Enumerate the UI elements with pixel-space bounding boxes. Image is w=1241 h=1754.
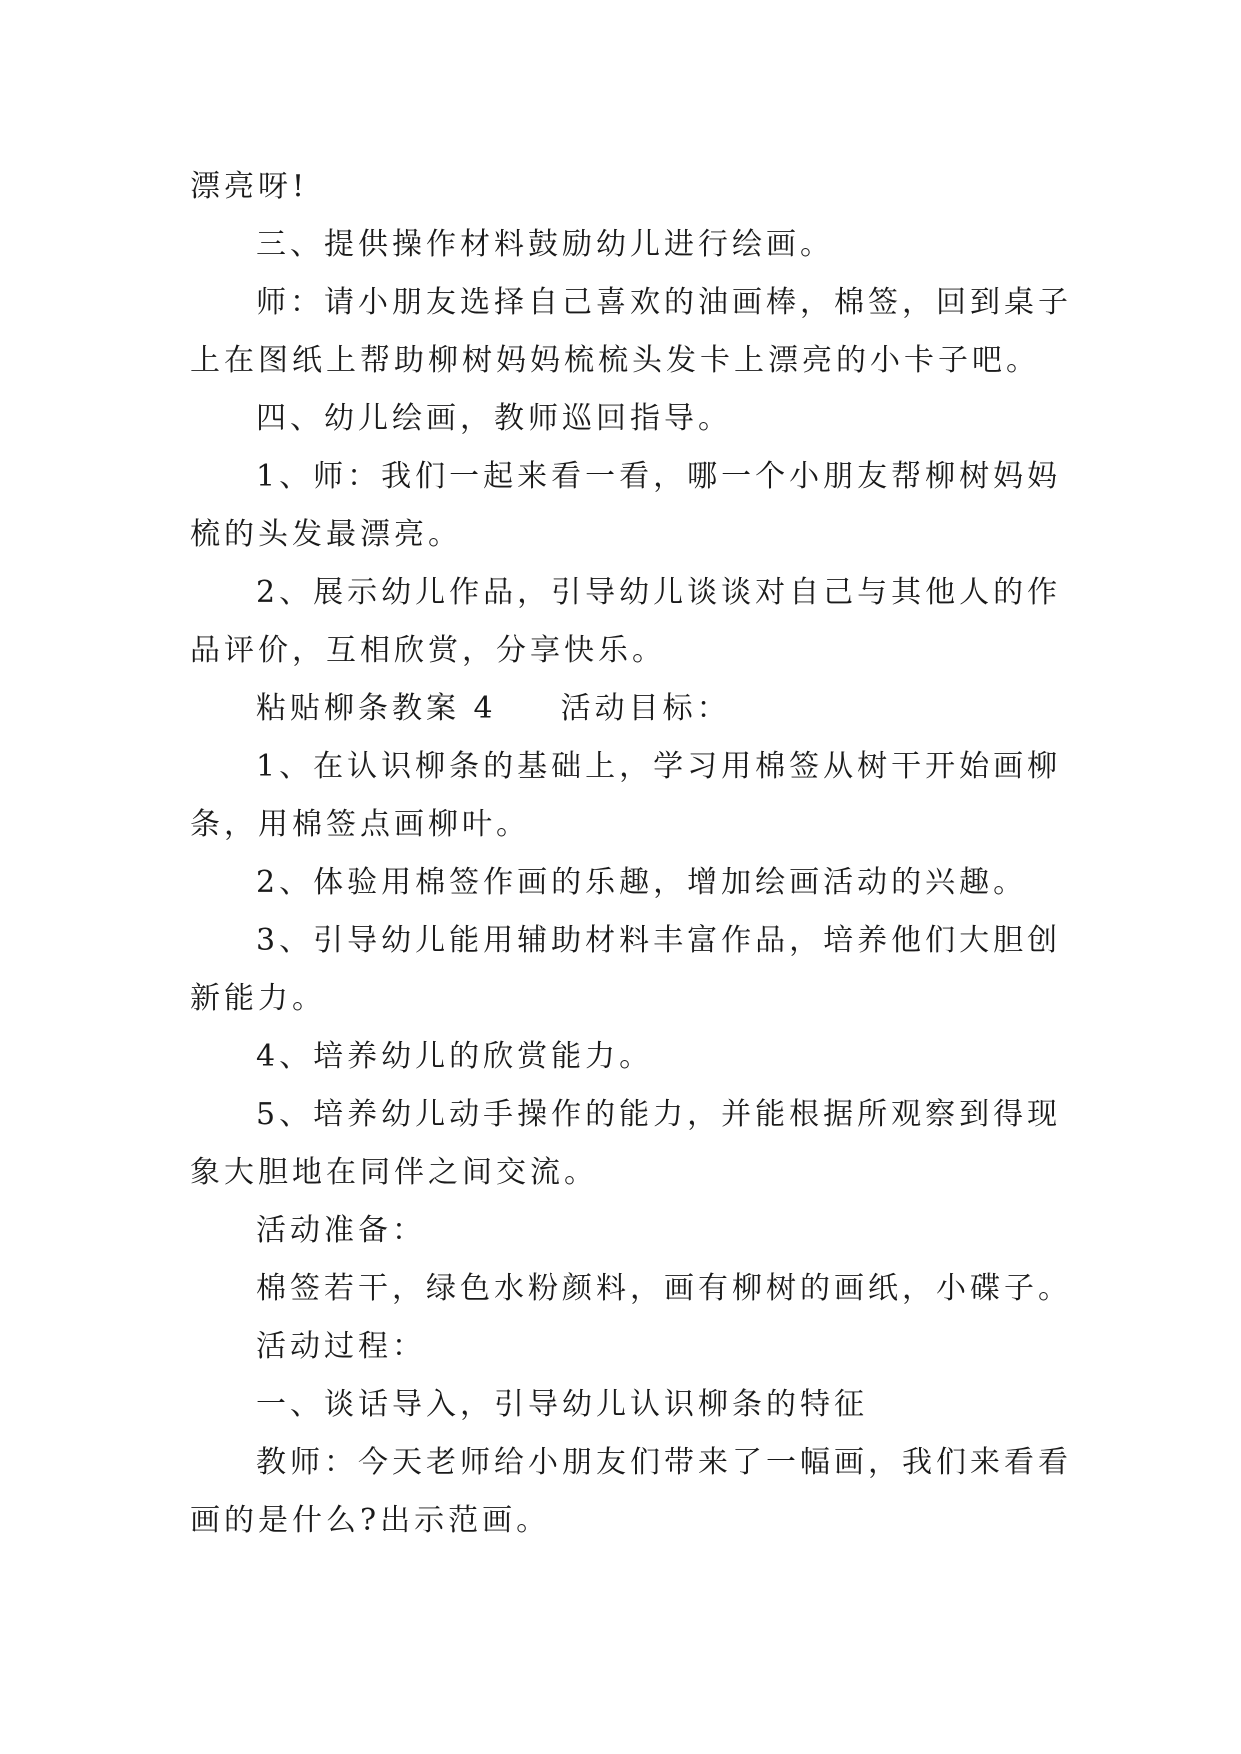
paragraph-line: 棉签若干，绿色水粉颜料，画有柳树的画纸，小碟子。 [256, 1271, 1072, 1306]
section-heading-line [190, 680, 1060, 738]
section-subtitle: 活动目标： [560, 691, 731, 726]
paragraph-line: 条，用棉签点画柳叶。 [190, 807, 530, 842]
paragraph-line: 梳的头发最漂亮。 [190, 517, 462, 552]
paragraph-line: 1、在认识柳条的基础上，学习用棉签从树干开始画柳 [256, 749, 1062, 784]
paragraph-line: 四、幼儿绘画，教师巡回指导。 [256, 401, 732, 436]
paragraph-line: 漂亮呀! [190, 169, 309, 204]
paragraph-line: 活动准备： [256, 1213, 426, 1248]
paragraph-line: 1、师：我们一起来看一看，哪一个小朋友帮柳树妈妈 [256, 459, 1062, 494]
paragraph-line: 2、展示幼儿作品，引导幼儿谈谈对自己与其他人的作 [256, 575, 1062, 610]
paragraph-line: 2、体验用棉签作画的乐趣，增加绘画活动的兴趣。 [256, 865, 1028, 900]
paragraph-line: 新能力。 [190, 981, 326, 1016]
paragraph-line: 画的是什么?出示范画。 [190, 1503, 551, 1538]
paragraph-line: 师：请小朋友选择自己喜欢的油画棒，棉签，回到桌子 [256, 285, 1072, 320]
document-body [190, 158, 1072, 1550]
paragraph-line: 象大胆地在同伴之间交流。 [190, 1155, 598, 1190]
paragraph-line: 三、提供操作材料鼓励幼儿进行绘画。 [256, 227, 834, 262]
paragraph-line: 3、引导幼儿能用辅助材料丰富作品，培养他们大胆创 [256, 923, 1062, 958]
paragraph-line: 4、培养幼儿的欣赏能力。 [256, 1039, 654, 1074]
paragraph-line: 上在图纸上帮助柳树妈妈梳梳头发卡上漂亮的小卡子吧。 [190, 343, 1040, 378]
paragraph-line: 教师：今天老师给小朋友们带来了一幅画，我们来看看 [256, 1445, 1072, 1480]
paragraph-line: 一、谈话导入，引导幼儿认识柳条的特征 [256, 1387, 868, 1422]
paragraph-line: 品评价，互相欣赏，分享快乐。 [190, 633, 666, 668]
paragraph-line: 5、培养幼儿动手操作的能力，并能根据所观察到得现 [256, 1097, 1062, 1132]
paragraph-line: 活动过程： [256, 1329, 426, 1364]
section-title: 粘贴柳条教案 4 [256, 691, 497, 726]
